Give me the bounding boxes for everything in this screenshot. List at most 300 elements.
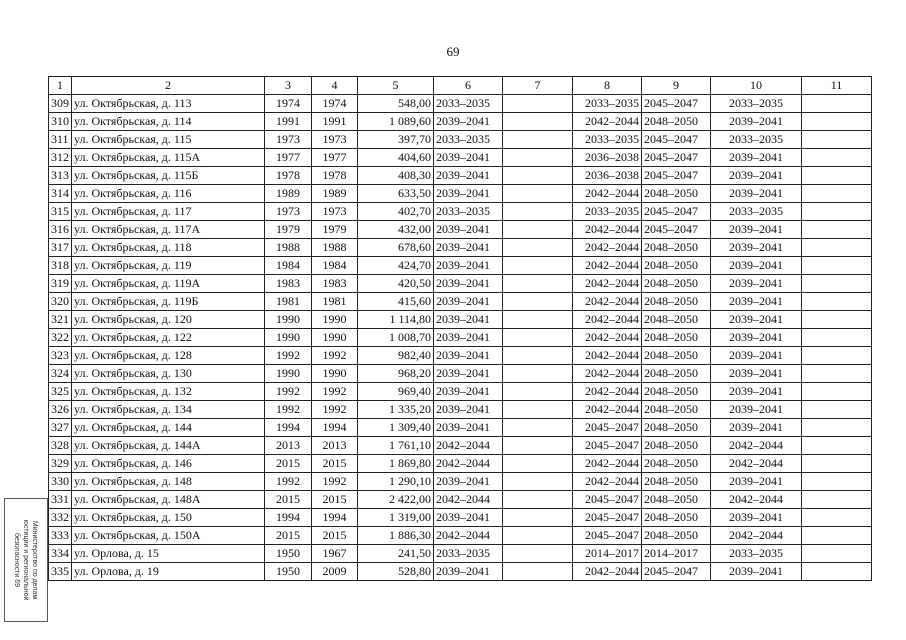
row-number-cell: 327	[49, 419, 72, 437]
period-9-cell: 2048–2050	[642, 491, 711, 509]
table-row	[49, 563, 872, 581]
build-year-cell: 1989	[265, 185, 312, 203]
table-row	[49, 131, 872, 149]
area-cell: 1 008,70	[358, 329, 434, 347]
commission-year-cell: 1989	[312, 185, 358, 203]
period-9-cell: 2048–2050	[642, 293, 711, 311]
row-number-cell: 315	[49, 203, 72, 221]
period-10-cell: 2042–2044	[711, 437, 802, 455]
build-year-cell: 2015	[265, 527, 312, 545]
table-row	[49, 401, 872, 419]
period-6-cell: 2039–2041	[434, 113, 503, 131]
area-cell: 424,70	[358, 257, 434, 275]
row-number-cell: 324	[49, 365, 72, 383]
period-9-cell: 2048–2050	[642, 455, 711, 473]
period-10-cell: 2039–2041	[711, 293, 802, 311]
period-11-cell	[802, 527, 872, 545]
column-header: 10	[711, 77, 802, 95]
period-10-cell: 2033–2035	[711, 545, 802, 563]
period-9-cell: 2045–2047	[642, 167, 711, 185]
column-header: 5	[358, 77, 434, 95]
period-7-cell	[503, 293, 573, 311]
row-number-cell: 334	[49, 545, 72, 563]
table-row	[49, 167, 872, 185]
table-body	[49, 77, 872, 581]
period-6-cell: 2042–2044	[434, 455, 503, 473]
commission-year-cell: 1967	[312, 545, 358, 563]
period-7-cell	[503, 563, 573, 581]
period-9-cell: 2048–2050	[642, 185, 711, 203]
table-row	[49, 95, 872, 113]
period-10-cell: 2039–2041	[711, 185, 802, 203]
period-11-cell	[802, 383, 872, 401]
row-number-cell: 317	[49, 239, 72, 257]
period-10-cell: 2042–2044	[711, 527, 802, 545]
period-11-cell	[802, 293, 872, 311]
address-cell: ул. Октябрьская, д. 144	[72, 419, 265, 437]
period-7-cell	[503, 239, 573, 257]
address-cell: ул. Октябрьская, д. 128	[72, 347, 265, 365]
period-6-cell: 2039–2041	[434, 509, 503, 527]
build-year-cell: 2013	[265, 437, 312, 455]
period-9-cell: 2048–2050	[642, 113, 711, 131]
period-9-cell: 2045–2047	[642, 563, 711, 581]
period-8-cell: 2042–2044	[573, 473, 642, 491]
period-6-cell: 2039–2041	[434, 293, 503, 311]
row-number-cell: 321	[49, 311, 72, 329]
period-6-cell: 2042–2044	[434, 491, 503, 509]
period-10-cell: 2039–2041	[711, 311, 802, 329]
build-year-cell: 1988	[265, 239, 312, 257]
period-8-cell: 2045–2047	[573, 419, 642, 437]
table-row	[49, 419, 872, 437]
period-6-cell: 2033–2035	[434, 131, 503, 149]
area-cell: 420,50	[358, 275, 434, 293]
table-row	[49, 347, 872, 365]
row-number-cell: 333	[49, 527, 72, 545]
commission-year-cell: 2013	[312, 437, 358, 455]
period-9-cell: 2048–2050	[642, 419, 711, 437]
build-year-cell: 1991	[265, 113, 312, 131]
period-9-cell: 2045–2047	[642, 95, 711, 113]
period-6-cell: 2033–2035	[434, 203, 503, 221]
period-10-cell: 2033–2035	[711, 203, 802, 221]
address-cell: ул. Октябрьская, д. 130	[72, 365, 265, 383]
period-11-cell	[802, 167, 872, 185]
period-11-cell	[802, 95, 872, 113]
row-number-cell: 326	[49, 401, 72, 419]
stamp-line: безопасности 69	[13, 533, 21, 587]
commission-year-cell: 1973	[312, 203, 358, 221]
period-7-cell	[503, 95, 573, 113]
build-year-cell: 1994	[265, 419, 312, 437]
period-10-cell: 2039–2041	[711, 383, 802, 401]
column-header: 7	[503, 77, 573, 95]
row-number-cell: 335	[49, 563, 72, 581]
period-7-cell	[503, 113, 573, 131]
area-cell: 678,60	[358, 239, 434, 257]
period-6-cell: 2039–2041	[434, 401, 503, 419]
period-7-cell	[503, 401, 573, 419]
address-cell: ул. Октябрьская, д. 117А	[72, 221, 265, 239]
build-year-cell: 1992	[265, 347, 312, 365]
address-cell: ул. Октябрьская, д. 113	[72, 95, 265, 113]
period-7-cell	[503, 149, 573, 167]
commission-year-cell: 1992	[312, 401, 358, 419]
period-9-cell: 2048–2050	[642, 257, 711, 275]
stamp-line: Министерство по делам	[31, 520, 39, 600]
build-year-cell: 1983	[265, 275, 312, 293]
area-cell: 402,70	[358, 203, 434, 221]
commission-year-cell: 1990	[312, 365, 358, 383]
address-cell: ул. Октябрьская, д. 115	[72, 131, 265, 149]
table-row	[49, 257, 872, 275]
period-7-cell	[503, 311, 573, 329]
table-row	[49, 185, 872, 203]
row-number-cell: 314	[49, 185, 72, 203]
period-10-cell: 2039–2041	[711, 329, 802, 347]
period-9-cell: 2048–2050	[642, 239, 711, 257]
period-8-cell: 2045–2047	[573, 491, 642, 509]
area-cell: 1 309,40	[358, 419, 434, 437]
period-7-cell	[503, 131, 573, 149]
column-header: 11	[802, 77, 872, 95]
period-8-cell: 2042–2044	[573, 293, 642, 311]
period-7-cell	[503, 275, 573, 293]
table-row	[49, 527, 872, 545]
build-year-cell: 1992	[265, 401, 312, 419]
commission-year-cell: 1979	[312, 221, 358, 239]
period-6-cell: 2039–2041	[434, 311, 503, 329]
period-9-cell: 2045–2047	[642, 221, 711, 239]
column-header: 1	[49, 77, 72, 95]
period-11-cell	[802, 491, 872, 509]
period-11-cell	[802, 239, 872, 257]
period-8-cell: 2042–2044	[573, 401, 642, 419]
commission-year-cell: 2015	[312, 455, 358, 473]
period-6-cell: 2042–2044	[434, 437, 503, 455]
area-cell: 968,20	[358, 365, 434, 383]
period-8-cell: 2042–2044	[573, 185, 642, 203]
table-row	[49, 383, 872, 401]
period-11-cell	[802, 311, 872, 329]
row-number-cell: 325	[49, 383, 72, 401]
period-8-cell: 2033–2035	[573, 203, 642, 221]
area-cell: 982,40	[358, 347, 434, 365]
address-cell: ул. Октябрьская, д. 148А	[72, 491, 265, 509]
period-6-cell: 2033–2035	[434, 95, 503, 113]
table-row	[49, 113, 872, 131]
period-11-cell	[802, 509, 872, 527]
period-10-cell: 2039–2041	[711, 419, 802, 437]
period-9-cell: 2045–2047	[642, 131, 711, 149]
period-11-cell	[802, 275, 872, 293]
period-7-cell	[503, 347, 573, 365]
stamp-line: юстиции и региональной	[22, 519, 30, 601]
address-cell: ул. Октябрьская, д. 146	[72, 455, 265, 473]
period-7-cell	[503, 527, 573, 545]
address-cell: ул. Октябрьская, д. 150А	[72, 527, 265, 545]
period-6-cell: 2039–2041	[434, 473, 503, 491]
period-7-cell	[503, 257, 573, 275]
period-11-cell	[802, 437, 872, 455]
commission-year-cell: 1990	[312, 311, 358, 329]
commission-year-cell: 2009	[312, 563, 358, 581]
period-9-cell: 2048–2050	[642, 509, 711, 527]
area-cell: 415,60	[358, 293, 434, 311]
period-7-cell	[503, 509, 573, 527]
address-cell: ул. Октябрьская, д. 148	[72, 473, 265, 491]
period-6-cell: 2039–2041	[434, 239, 503, 257]
build-year-cell: 1990	[265, 329, 312, 347]
build-year-cell: 1979	[265, 221, 312, 239]
period-6-cell: 2039–2041	[434, 419, 503, 437]
row-number-cell: 312	[49, 149, 72, 167]
area-cell: 633,50	[358, 185, 434, 203]
period-7-cell	[503, 203, 573, 221]
commission-year-cell: 1978	[312, 167, 358, 185]
period-9-cell: 2048–2050	[642, 437, 711, 455]
commission-year-cell: 2015	[312, 491, 358, 509]
table-row	[49, 509, 872, 527]
period-9-cell: 2048–2050	[642, 347, 711, 365]
build-year-cell: 1990	[265, 365, 312, 383]
period-8-cell: 2042–2044	[573, 239, 642, 257]
period-10-cell: 2039–2041	[711, 239, 802, 257]
period-6-cell: 2039–2041	[434, 347, 503, 365]
period-7-cell	[503, 221, 573, 239]
area-cell: 548,00	[358, 95, 434, 113]
period-10-cell: 2042–2044	[711, 491, 802, 509]
table-row	[49, 203, 872, 221]
page-number: 69	[446, 44, 460, 59]
period-8-cell: 2036–2038	[573, 149, 642, 167]
period-6-cell: 2042–2044	[434, 527, 503, 545]
period-7-cell	[503, 419, 573, 437]
column-header: 3	[265, 77, 312, 95]
commission-year-cell: 1984	[312, 257, 358, 275]
row-number-cell: 331	[49, 491, 72, 509]
period-10-cell: 2039–2041	[711, 347, 802, 365]
table-row	[49, 545, 872, 563]
address-cell: ул. Октябрьская, д. 117	[72, 203, 265, 221]
build-year-cell: 1973	[265, 131, 312, 149]
commission-year-cell: 1994	[312, 419, 358, 437]
commission-year-cell: 1994	[312, 509, 358, 527]
period-8-cell: 2042–2044	[573, 221, 642, 239]
build-year-cell: 1978	[265, 167, 312, 185]
period-11-cell	[802, 473, 872, 491]
row-number-cell: 323	[49, 347, 72, 365]
period-6-cell: 2039–2041	[434, 185, 503, 203]
period-8-cell: 2045–2047	[573, 509, 642, 527]
table-row	[49, 293, 872, 311]
commission-year-cell: 1991	[312, 113, 358, 131]
period-7-cell	[503, 383, 573, 401]
table-row	[49, 473, 872, 491]
period-8-cell: 2042–2044	[573, 563, 642, 581]
period-8-cell: 2033–2035	[573, 95, 642, 113]
address-cell: ул. Октябрьская, д. 144А	[72, 437, 265, 455]
period-6-cell: 2039–2041	[434, 275, 503, 293]
column-header: 6	[434, 77, 503, 95]
row-number-cell: 332	[49, 509, 72, 527]
commission-year-cell: 1992	[312, 473, 358, 491]
period-10-cell: 2039–2041	[711, 275, 802, 293]
commission-year-cell: 1990	[312, 329, 358, 347]
address-cell: ул. Октябрьская, д. 114	[72, 113, 265, 131]
table-row	[49, 329, 872, 347]
build-year-cell: 1992	[265, 473, 312, 491]
period-8-cell: 2042–2044	[573, 257, 642, 275]
build-year-cell: 2015	[265, 455, 312, 473]
address-cell: ул. Октябрьская, д. 132	[72, 383, 265, 401]
period-11-cell	[802, 203, 872, 221]
period-6-cell: 2039–2041	[434, 167, 503, 185]
period-11-cell	[802, 563, 872, 581]
period-11-cell	[802, 365, 872, 383]
table-row	[49, 149, 872, 167]
period-8-cell: 2033–2035	[573, 131, 642, 149]
period-6-cell: 2033–2035	[434, 545, 503, 563]
period-7-cell	[503, 491, 573, 509]
column-header: 2	[72, 77, 265, 95]
area-cell: 1 869,80	[358, 455, 434, 473]
period-8-cell: 2045–2047	[573, 527, 642, 545]
period-11-cell	[802, 329, 872, 347]
period-8-cell: 2042–2044	[573, 365, 642, 383]
address-cell: ул. Октябрьская, д. 119Б	[72, 293, 265, 311]
commission-year-cell: 1981	[312, 293, 358, 311]
address-cell: ул. Орлова, д. 19	[72, 563, 265, 581]
build-year-cell: 1950	[265, 545, 312, 563]
period-7-cell	[503, 545, 573, 563]
build-year-cell: 1974	[265, 95, 312, 113]
address-cell: ул. Октябрьская, д. 116	[72, 185, 265, 203]
period-8-cell: 2042–2044	[573, 329, 642, 347]
period-6-cell: 2039–2041	[434, 257, 503, 275]
address-cell: ул. Октябрьская, д. 119	[72, 257, 265, 275]
period-7-cell	[503, 437, 573, 455]
period-7-cell	[503, 185, 573, 203]
period-10-cell: 2039–2041	[711, 473, 802, 491]
period-9-cell: 2014–2017	[642, 545, 711, 563]
stamp-text	[4, 498, 48, 622]
address-cell: ул. Орлова, д. 15	[72, 545, 265, 563]
area-cell: 1 335,20	[358, 401, 434, 419]
period-10-cell: 2039–2041	[711, 365, 802, 383]
period-11-cell	[802, 149, 872, 167]
period-10-cell: 2039–2041	[711, 221, 802, 239]
area-cell: 2 422,00	[358, 491, 434, 509]
period-11-cell	[802, 401, 872, 419]
row-number-cell: 322	[49, 329, 72, 347]
header-row	[49, 77, 872, 95]
address-cell: ул. Октябрьская, д. 115Б	[72, 167, 265, 185]
column-header: 8	[573, 77, 642, 95]
period-10-cell: 2039–2041	[711, 167, 802, 185]
period-11-cell	[802, 113, 872, 131]
commission-year-cell: 1988	[312, 239, 358, 257]
period-8-cell: 2042–2044	[573, 347, 642, 365]
period-11-cell	[802, 257, 872, 275]
period-6-cell: 2039–2041	[434, 383, 503, 401]
period-9-cell: 2048–2050	[642, 473, 711, 491]
row-number-cell: 309	[49, 95, 72, 113]
period-10-cell: 2039–2041	[711, 257, 802, 275]
period-11-cell	[802, 131, 872, 149]
period-10-cell: 2039–2041	[711, 113, 802, 131]
commission-year-cell: 1983	[312, 275, 358, 293]
table-row	[49, 221, 872, 239]
build-year-cell: 1984	[265, 257, 312, 275]
period-10-cell: 2033–2035	[711, 95, 802, 113]
build-year-cell: 1994	[265, 509, 312, 527]
area-cell: 528,80	[358, 563, 434, 581]
period-10-cell: 2039–2041	[711, 563, 802, 581]
period-10-cell: 2042–2044	[711, 455, 802, 473]
housing-registry-table	[48, 76, 872, 581]
period-6-cell: 2039–2041	[434, 149, 503, 167]
row-number-cell: 319	[49, 275, 72, 293]
period-8-cell: 2042–2044	[573, 113, 642, 131]
column-header: 4	[312, 77, 358, 95]
area-cell: 432,00	[358, 221, 434, 239]
address-cell: ул. Октябрьская, д. 150	[72, 509, 265, 527]
period-8-cell: 2014–2017	[573, 545, 642, 563]
row-number-cell: 328	[49, 437, 72, 455]
period-6-cell: 2039–2041	[434, 329, 503, 347]
period-8-cell: 2042–2044	[573, 383, 642, 401]
table-row	[49, 455, 872, 473]
period-7-cell	[503, 167, 573, 185]
build-year-cell: 1977	[265, 149, 312, 167]
row-number-cell: 313	[49, 167, 72, 185]
period-9-cell: 2048–2050	[642, 329, 711, 347]
period-7-cell	[503, 365, 573, 383]
registration-stamp	[4, 498, 48, 622]
area-cell: 1 761,10	[358, 437, 434, 455]
period-7-cell	[503, 329, 573, 347]
period-11-cell	[802, 221, 872, 239]
period-8-cell: 2042–2044	[573, 455, 642, 473]
address-cell: ул. Октябрьская, д. 119А	[72, 275, 265, 293]
area-cell: 408,30	[358, 167, 434, 185]
period-7-cell	[503, 455, 573, 473]
period-11-cell	[802, 455, 872, 473]
period-11-cell	[802, 185, 872, 203]
row-number-cell: 311	[49, 131, 72, 149]
period-10-cell: 2033–2035	[711, 131, 802, 149]
period-8-cell: 2042–2044	[573, 311, 642, 329]
table-row	[49, 491, 872, 509]
table-row	[49, 239, 872, 257]
commission-year-cell: 1992	[312, 383, 358, 401]
period-8-cell: 2042–2044	[573, 275, 642, 293]
table-row	[49, 437, 872, 455]
column-header: 9	[642, 77, 711, 95]
period-8-cell: 2036–2038	[573, 167, 642, 185]
address-cell: ул. Октябрьская, д. 118	[72, 239, 265, 257]
row-number-cell: 329	[49, 455, 72, 473]
period-10-cell: 2039–2041	[711, 401, 802, 419]
row-number-cell: 316	[49, 221, 72, 239]
period-9-cell: 2045–2047	[642, 203, 711, 221]
commission-year-cell: 2015	[312, 527, 358, 545]
area-cell: 404,60	[358, 149, 434, 167]
commission-year-cell: 1973	[312, 131, 358, 149]
period-9-cell: 2048–2050	[642, 401, 711, 419]
